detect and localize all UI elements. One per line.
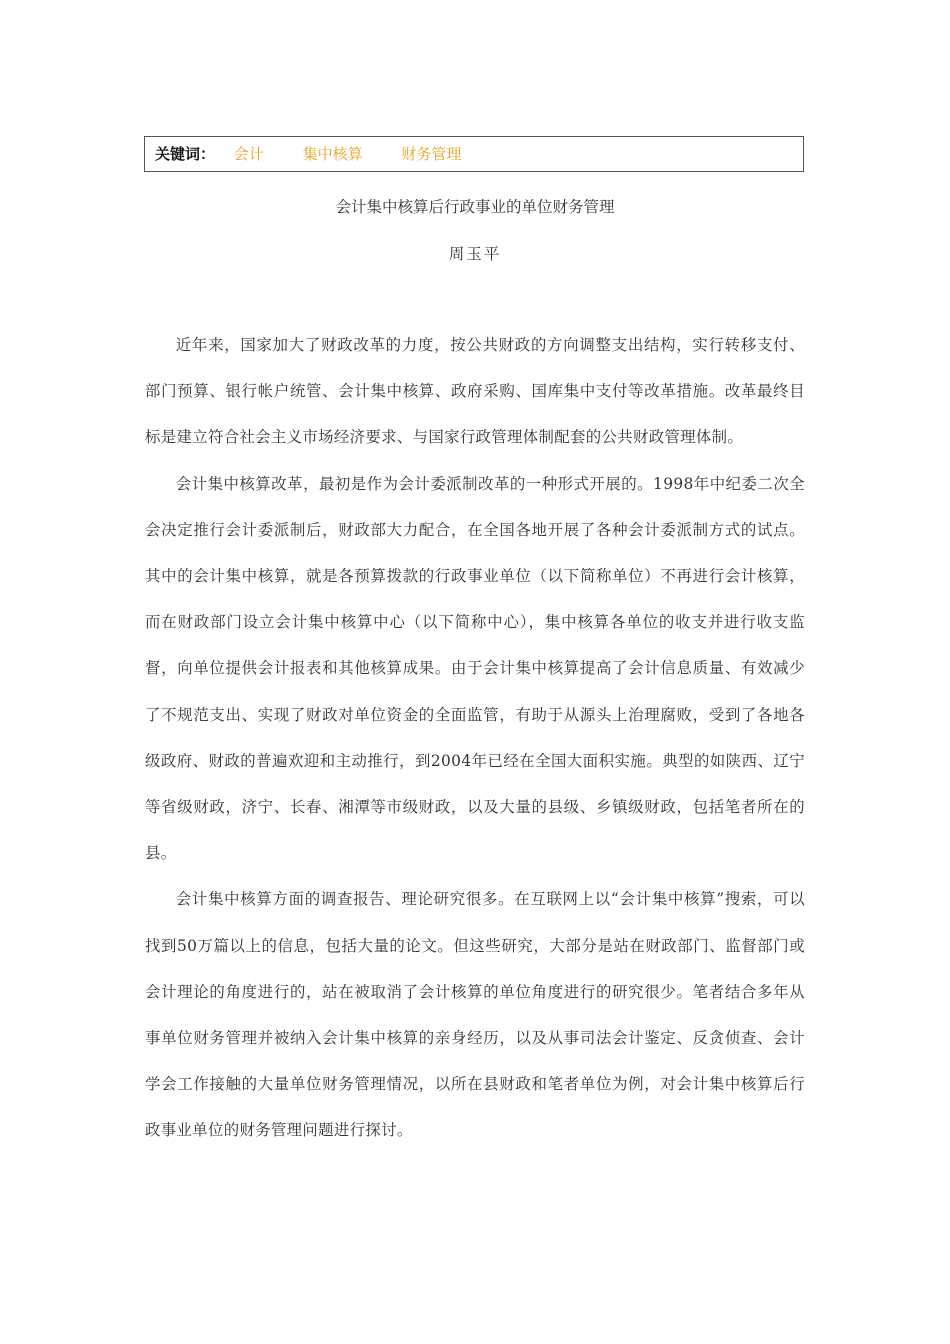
keyword-link[interactable]: 集中核算	[302, 145, 363, 163]
keyword-link[interactable]: 会计	[233, 145, 264, 163]
body-paragraph: 近年来，国家加大了财政改革的力度，按公共财政的方向调整支出结构，实行转移支付、部门预算、银行帐户统管、会计集中核算、政府采购、国库集中支付等改革措施。改革最终目标是建立符合社会主义市场经济要求、与国家行政管理体制配套的公共财政管理体制。	[145, 336, 805, 447]
article-title: 会计集中核算后行政事业的单位财务管理	[335, 198, 615, 216]
article-author: 周玉平	[448, 245, 502, 263]
keyword-link[interactable]: 财务管理	[401, 145, 462, 163]
body-paragraph: 会计集中核算方面的调查报告、理论研究很多。在互联网上以“会计集中核算”搜索，可以找到50万篇以上的信息，包括大量的论文。但这些研究，大部分是站在财政部门、监督部门或会计理论的角度进行的，站在被取消了会计核算的单位角度进行的研究很少。笔者结合多年从事单位财务管理并被纳入会计集中核算的亲身经历，以及从事司法会计鉴定、反贪侦查、会计学会工作接触的大量单位财务管理情况，以所在县财政和笔者单位为例，对会计集中核算后行政事业单位的财务管理问题进行探讨。	[145, 890, 805, 1140]
keywords-label: 关键词：	[155, 145, 216, 163]
article-body	[145, 322, 805, 1154]
body-paragraph: 会计集中核算改革，最初是作为会计委派制改革的一种形式开展的。1998年中纪委二次全会决定推行会计委派制后，财政部大力配合，在全国各地开展了各种会计委派制方式的试点。其中的会计集中核算，就是各预算拨款的行政事业单位（以下简称单位）不再进行会计核算，而在财政部门设立会计集中核算中心（以下简称中心），集中核算各单位的收支并进行收支监督，向单位提供会计报表和其他核算成果。由于会计集中核算提高了会计信息质量、有效减少了不规范支出、实现了财政对单位资金的全面监管，有助于从源头上治理腐败，受到了各地各级政府、财政的普遍欢迎和主动推行，到2004年已经在全国大面积实施。典型的如陕西、辽宁等省级财政，济宁、长春、湘潭等市级财政，以及大量的县级、乡镇级财政，包括笔者所在的县。	[145, 474, 805, 863]
keywords-box	[144, 136, 804, 172]
